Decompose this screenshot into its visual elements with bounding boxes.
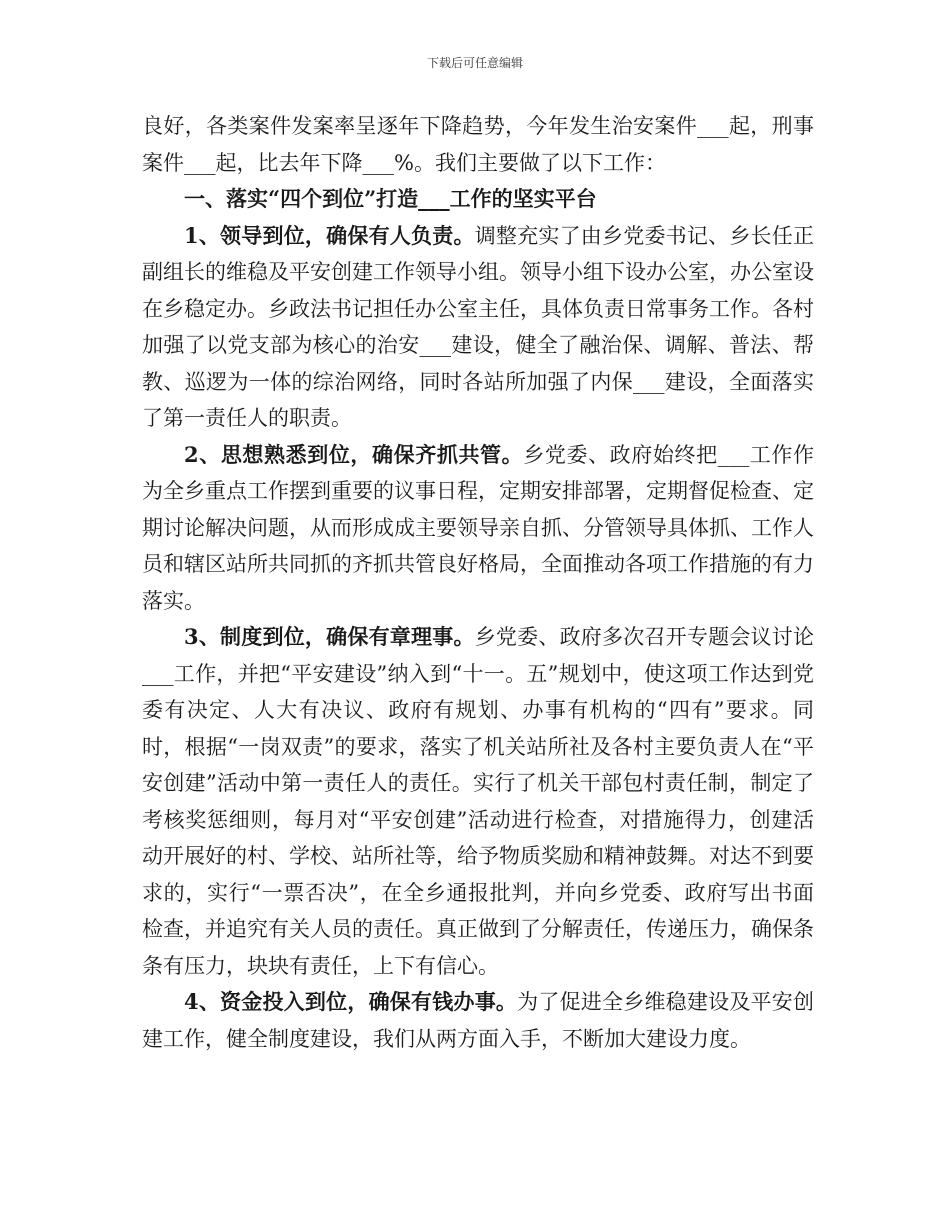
paragraph-funding: [142, 984, 814, 1057]
paragraph-text: 为了促进全乡维稳建设及平安创建工作，健全制度建设，我们从两方面入手，不断加大建设力度。: [142, 990, 814, 1051]
paragraph-intro: [142, 108, 814, 181]
paragraph-text: 调整充实了由乡党委书记、乡长任正副组长的维稳及平安创建工作领导小组。领导小组下设办公室，办公室设在乡稳定办。乡政法书记担任办公室主任，具体负责日常事务工作。各村加强了以党支部为核心的治安___建设，健全了融治保、调解、普法、帮教、巡逻为一体的综治网络，同时各站所加强了内保___建设，全面落实了第一责任人的职责。: [142, 223, 814, 430]
paragraph-text: 良好，各类案件发案率呈逐年下降趋势，今年发生治安案件___起，刑事案件___起，比去年下降___%。我们主要做了以下工作：: [142, 114, 814, 175]
paragraph-heading: 1、领导到位，确保有人负责。: [184, 222, 475, 248]
section-title: 一、落实“四个到位”打造___工作的坚实平台: [184, 186, 597, 211]
section-heading: [142, 181, 814, 218]
paragraph-text: 乡党委、政府始终把___工作作为全乡重点工作摆到重要的议事日程，定期安排部署，定期督促检查、定期讨论解决问题，从而形成成主要领导亲自抓、分管领导具体抓、工作人员和辖区站所共同抓的齐抓共管良好格局，全面推动各项工作措施的有力落实。: [142, 442, 814, 613]
paragraph-text: 乡党委、政府多次召开专题会议讨论___工作，并把“平安建设”纳入到“十一。五”规划中，使这项工作达到党委有决定、人大有决议、政府有规划、办事有机构的“四有”要求。同时，根据“一岗双责”的要求，落实了机关站所社及各村主要负责人在“平安创建”活动中第一责任人的责任。实行了机关干部包村责任制，制定了考核奖惩细则，每月对“平安创建”活动进行检查，对措施得力，创建活动开展好的村、学校、站所社等，给予物质奖励和精神鼓舞。对达不到要求的，实行“一票否决”，在全乡通报批判，并向乡党委、政府写出书面检查，并追究有关人员的责任。真正做到了分解责任，传递压力，确保条条有压力，块块有责任，上下有信心。: [142, 625, 814, 978]
paragraph-heading: 4、资金投入到位，确保有钱办事。: [184, 989, 518, 1014]
paragraph-heading: 2、思想熟悉到位，确保齐抓共管。: [184, 441, 524, 467]
paragraph-heading: 3、制度到位，确保有章理事。: [184, 624, 475, 649]
paragraph-system: [142, 619, 814, 984]
page-header: 下载后可任意编辑: [426, 56, 523, 70]
document-body: [142, 108, 814, 1057]
paragraph-thinking: [142, 437, 814, 620]
paragraph-leadership: [142, 218, 814, 437]
